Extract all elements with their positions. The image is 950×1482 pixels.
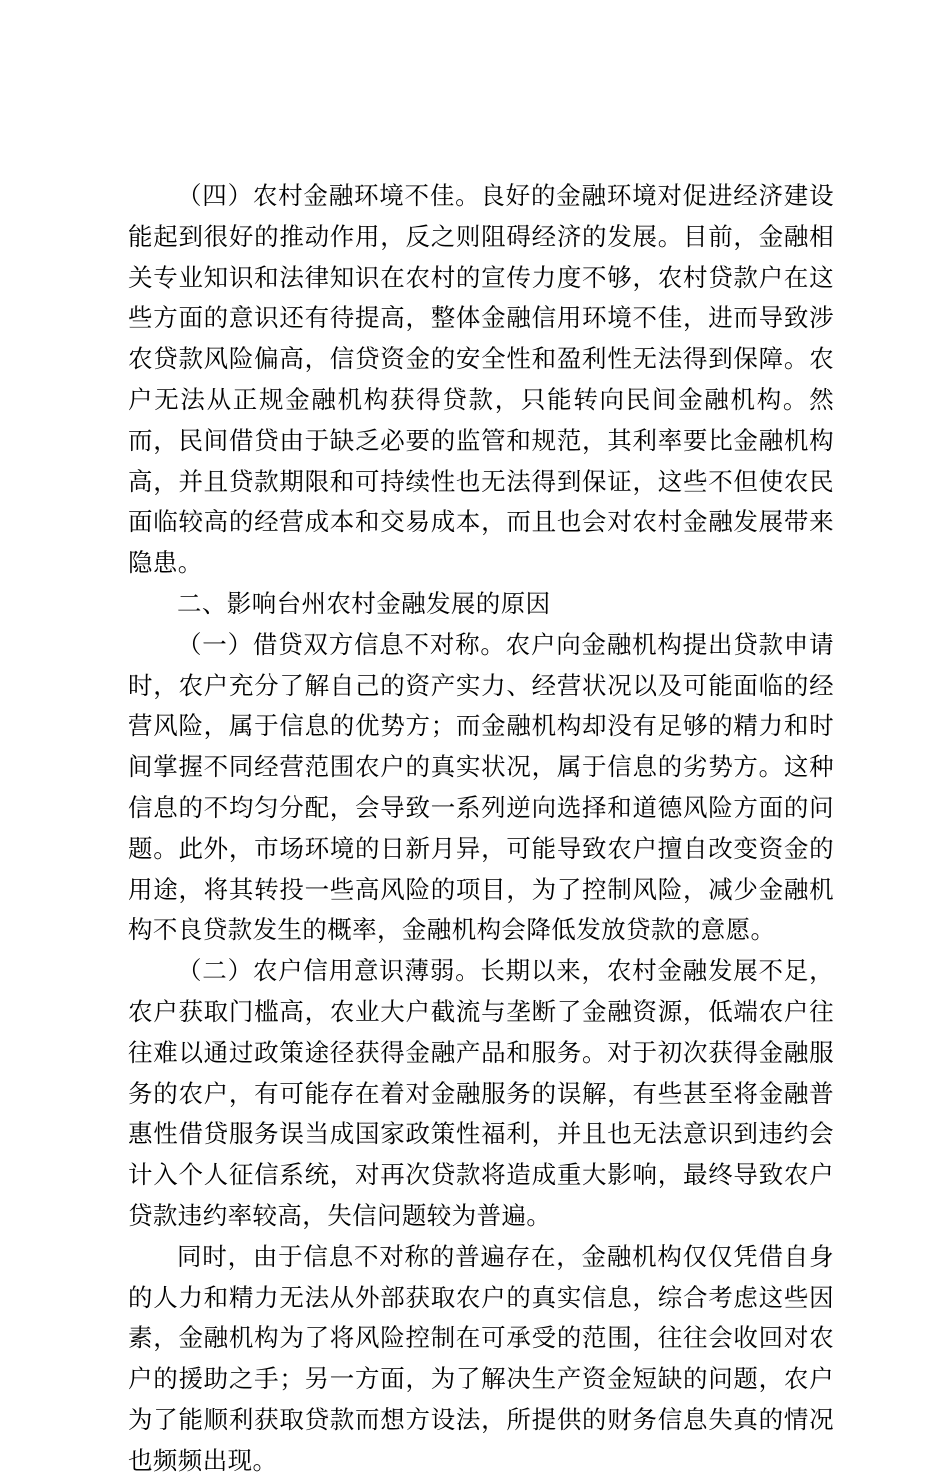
paragraph-meanwhile: 同时，由于信息不对称的普遍存在，金融机构仅仅凭借自身的人力和精力无法从外部获取农户的真实信息，综合考虑这些因素，金融机构为了将风险控制在可承受的范围，往往会收回对农户的援助之手；另一方面，为了解决生产资金短缺的问题，农户为了能顺利获取贷款而想方设法，所提供的财务信息失真的情况也频频出现。 <box>128 1241 834 1475</box>
section-heading-causes: 二、影响台州农村金融发展的原因 <box>177 588 551 618</box>
document-body <box>128 176 834 1482</box>
paragraph-information-asymmetry: （一）借贷双方信息不对称。农户向金融机构提出贷款申请时，农户充分了解自己的资产实力、经营状况以及可能面临的经营风险，属于信息的优势方；而金融机构却没有足够的精力和时间掌握不同经营范围农户的真实状况，属于信息的劣势方。这种信息的不均匀分配，会导致一系列逆向选择和道德风险方面的问题。此外，市场环境的日新月异，可能导致农户擅自改变资金的用途，将其转投一些高风险的项目，为了控制风险，减少金融机构不良贷款发生的概率，金融机构会降低发放贷款的意愿。 <box>128 629 834 945</box>
paragraph-rural-finance-environment: （四）农村金融环境不佳。良好的金融环境对促进经济建设能起到很好的推动作用，反之则阻碍经济的发展。目前，金融相关专业知识和法律知识在农村的宣传力度不够，农村贷款户在这些方面的意识还有待提高，整体金融信用环境不佳，进而导致涉农贷款风险偏高，信贷资金的安全性和盈利性无法得到保障。农户无法从正规金融机构获得贷款，只能转向民间金融机构。然而，民间借贷由于缺乏必要的监管和规范，其利率要比金融机构高，并且贷款期限和可持续性也无法得到保证，这些不但使农民面临较高的经营成本和交易成本，而且也会对农村金融发展带来隐患。 <box>128 181 834 578</box>
paragraph-weak-credit-awareness: （二）农户信用意识薄弱。长期以来，农村金融发展不足，农户获取门槛高，农业大户截流与垄断了金融资源，低端农户往往难以通过政策途径获得金融产品和服务。对于初次获得金融服务的农户，有可能存在着对金融服务的误解，有些甚至将金融普惠性借贷服务误当成国家政策性福利，并且也无法意识到违约会计入个人征信系统，对再次贷款将造成重大影响，最终导致农户贷款违约率较高，失信问题较为普遍。 <box>128 956 834 1230</box>
